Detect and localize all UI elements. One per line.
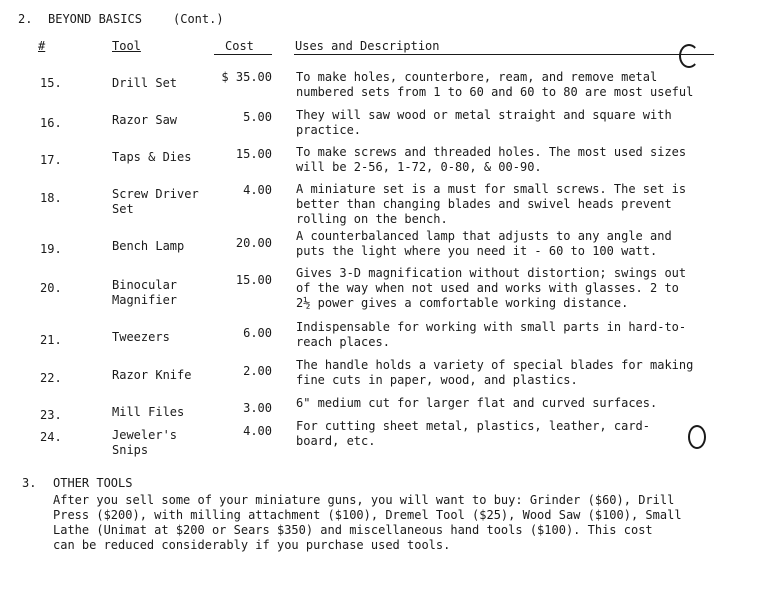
section-3-number: 3. — [22, 476, 37, 490]
header-uses: Uses and Description — [295, 39, 440, 53]
header-cost: Cost — [225, 39, 254, 53]
item-description: To make holes, counterbore, ream, and remove metal numbered sets from 1 to 60 and 60 to 80 are most useful — [296, 70, 694, 99]
item-number: 15. — [40, 76, 62, 90]
item-number: 24. — [40, 430, 62, 444]
item-tool: Drill Set — [112, 76, 178, 90]
item-cost: 3.00 — [243, 401, 272, 415]
item-tool: Jeweler's Snips — [112, 428, 178, 457]
section-3-title: OTHER TOOLS — [53, 476, 133, 490]
item-tool: Bench Lamp — [112, 239, 185, 253]
item-cost: 15.00 — [235, 147, 272, 161]
item-description: A miniature set is a must for small screws. The set is better than changing blades and swivel heads prevent rolling on the bench. — [296, 182, 687, 226]
item-tool: Razor Knife — [112, 368, 192, 382]
item-tool: Binocular Magnifier — [112, 278, 178, 307]
section-3-paragraph: After you sell some of your miniature guns, you will want to buy: Grinder ($60), Drill Press ($200), with milling attachment ($100), Dremel Tool ($25), Wood Saw ($100), Small Lathe (Unimat at $200 or Sears $350) and miscellaneous hand tools ($100). This cost can be reduced considerably if you purchase used tools. — [53, 493, 682, 552]
item-tool: Screw Driver Set — [112, 187, 199, 216]
item-number: 21. — [40, 333, 62, 347]
item-cost: 2.00 — [243, 364, 272, 378]
item-cost: 4.00 — [243, 183, 272, 197]
item-cost: 6.00 — [243, 326, 272, 340]
item-tool: Taps & Dies — [112, 150, 192, 164]
item-description: For cutting sheet metal, plastics, leather, card- board, etc. — [296, 419, 651, 448]
item-cost: 5.00 — [243, 110, 272, 124]
item-tool: Mill Files — [112, 405, 185, 419]
item-cost: 15.00 — [235, 273, 272, 287]
item-number: 22. — [40, 371, 62, 385]
item-cost: 20.00 — [235, 236, 272, 250]
item-tool: Tweezers — [112, 330, 170, 344]
item-number: 18. — [40, 191, 62, 205]
punch-hole-bottom — [688, 425, 706, 449]
item-tool: Razor Saw — [112, 113, 178, 127]
item-description: A counterbalanced lamp that adjusts to any angle and puts the light where you need it - 60 to 100 watt. — [296, 229, 672, 258]
section-2-cont: (Cont.) — [173, 12, 224, 26]
item-description: To make screws and threaded holes. The most used sizes will be 2-56, 1-72, 0-80, & 00-90. — [296, 145, 687, 174]
uses-underline — [294, 54, 714, 55]
cost-underline — [214, 54, 272, 55]
item-number: 20. — [40, 281, 62, 295]
header-number: # — [38, 39, 46, 53]
item-description: They will saw wood or metal straight and square with practice. — [296, 108, 672, 137]
item-cost: 4.00 — [243, 424, 272, 438]
item-number: 23. — [40, 408, 62, 422]
item-description: 6" medium cut for larger flat and curved surfaces. — [296, 396, 658, 410]
item-cost: $ 35.00 — [221, 70, 272, 84]
item-number: 16. — [40, 116, 62, 130]
header-tool: Tool — [112, 39, 141, 53]
section-2-title: BEYOND BASICS — [48, 12, 142, 26]
item-number: 17. — [40, 153, 62, 167]
item-description: The handle holds a variety of special blades for making fine cuts in paper, wood, and plastics. — [296, 358, 694, 387]
item-description: Indispensable for working with small parts in hard-to- reach places. — [296, 320, 687, 349]
punch-hole-top — [679, 44, 699, 68]
section-2-number: 2. — [18, 12, 33, 26]
item-description: Gives 3-D magnification without distortion; swings out of the way when not used and works with glasses. 2 to 2½ power gives a comfortable working distance. — [296, 266, 687, 310]
item-number: 19. — [40, 242, 62, 256]
